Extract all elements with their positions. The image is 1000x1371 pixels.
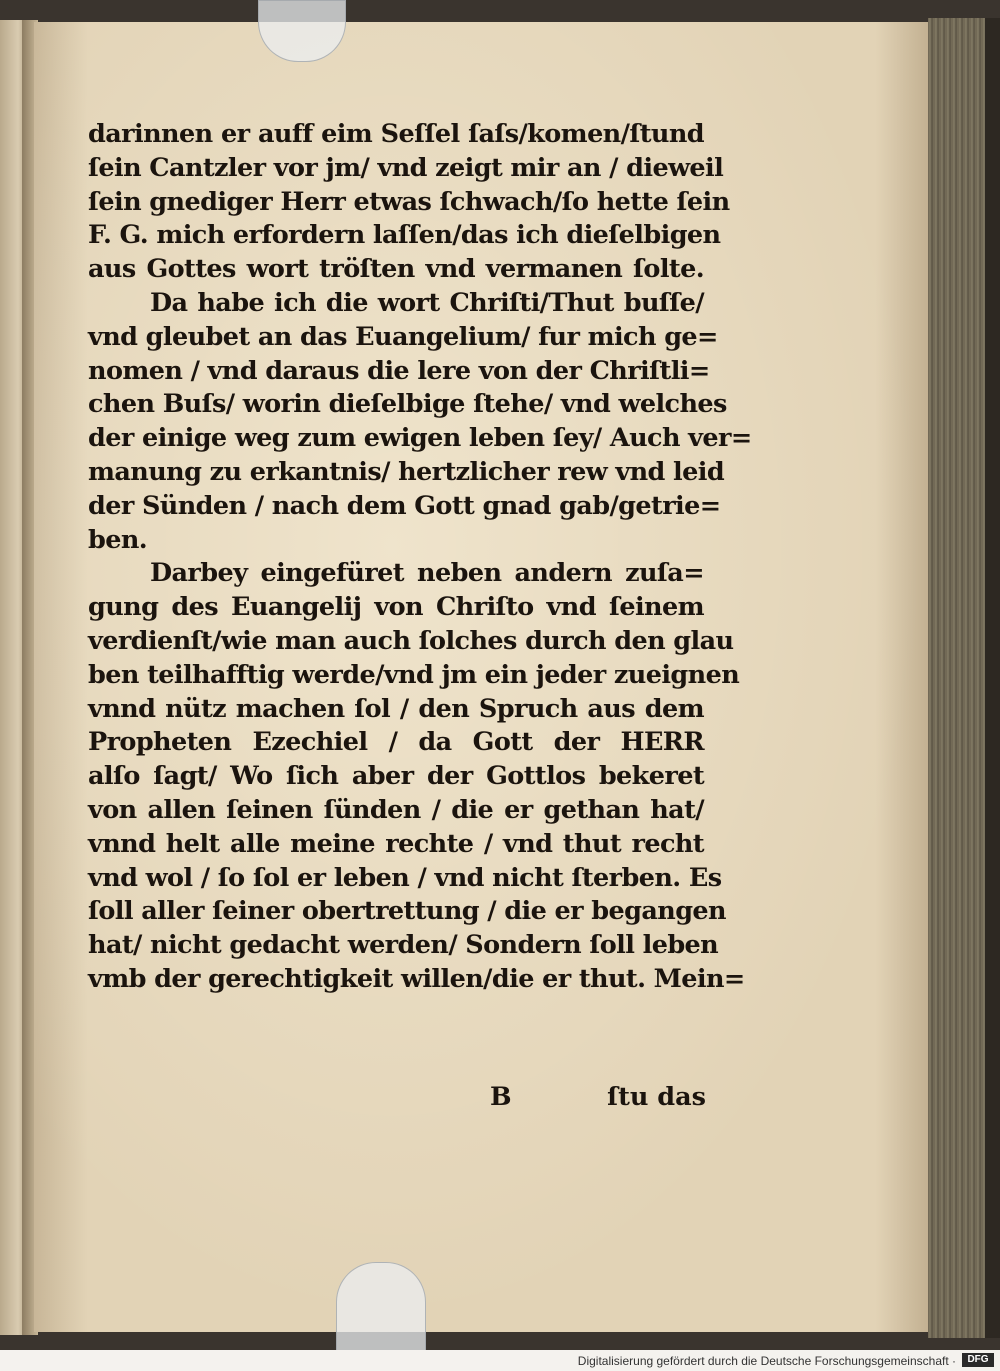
text-line: von allen ſeinen ſünden / die er gethan hat/: [88, 794, 704, 825]
text-line: ſein gnediger Herr etwas ſchwach/ſo hette ſein: [88, 186, 730, 217]
text-line: Propheten Ezechiel / da Gott der HERR: [88, 727, 704, 758]
text-line: gung des Euangelij von Chriſto vnd ſeinem: [88, 592, 704, 623]
text-line: darinnen er auff eim Seſſel ſaſs/komen/ſtund: [88, 119, 704, 149]
page-clip-bottom: [336, 1262, 426, 1354]
text-line: Da habe ich die wort Chriſti/Thut buſſe/: [150, 287, 704, 318]
funding-credit: Digitalisierung gefördert durch die Deutsche Forschungsgemeinschaft ·: [577, 1354, 956, 1368]
text-line: ben.: [88, 524, 148, 555]
text-line: ſoll aller ſeiner obertrettung / die er begangen: [88, 896, 726, 927]
text-line: verdienſt/wie man auch ſolches durch den glau: [88, 625, 734, 656]
text-line: alſo ſagt/ Wo ſich aber der Gottlos bekeret: [88, 761, 704, 792]
text-line: vnnd nütz machen ſol / den Spruch aus dem: [88, 693, 704, 724]
book-edge-shadow: [985, 18, 1000, 1338]
text-line: chen Buſs/ worin dieſelbige ſtehe/ vnd welches: [88, 389, 727, 420]
text-line: hat/ nicht gedacht werden/ Sondern ſoll leben: [88, 930, 719, 961]
text-line: Darbey eingefüret neben andern zuſa=: [150, 558, 704, 589]
text-line: ben teilhafftig werde/vnd jm ein jeder zueignen: [88, 659, 740, 690]
signature-mark: B: [490, 1082, 512, 1112]
page-fore-edge: [928, 18, 990, 1338]
text-line: vnd wol / ſo ſol er leben / vnd nicht ſterben. Es: [88, 862, 722, 893]
text-line: F. G. mich erfordern laſſen/das ich dieſelbigen: [88, 220, 721, 251]
text-line: vmb der gerechtigkeit willen/die er thut. Mein=: [88, 963, 745, 994]
text-line: der einige weg zum ewigen leben ſey/ Auch ver=: [88, 423, 752, 454]
text-line: vnd gleubet an das Euangelium/ fur mich ge=: [88, 321, 718, 352]
dfg-logo: DFG: [962, 1353, 994, 1367]
text-line: ſein Cantzler vor jm/ vnd zeigt mir an / dieweil: [88, 152, 724, 183]
catchword: ſtu das: [607, 1082, 706, 1112]
body-text: [88, 118, 752, 997]
catchline: [490, 1080, 706, 1114]
text-line: aus Gottes wort tröſten vnd vermanen ſolte.: [88, 254, 704, 285]
text-line: manung zu erkantnis/ hertzlicher rew vnd leid: [88, 456, 725, 487]
text-line: der Sünden / nach dem Gott gnad gab/getrie=: [88, 490, 721, 521]
text-line: nomen / vnd daraus die lere von der Chriſtli=: [88, 355, 710, 386]
text-line: vnnd helt alle meine rechte / vnd thut recht: [88, 828, 704, 859]
